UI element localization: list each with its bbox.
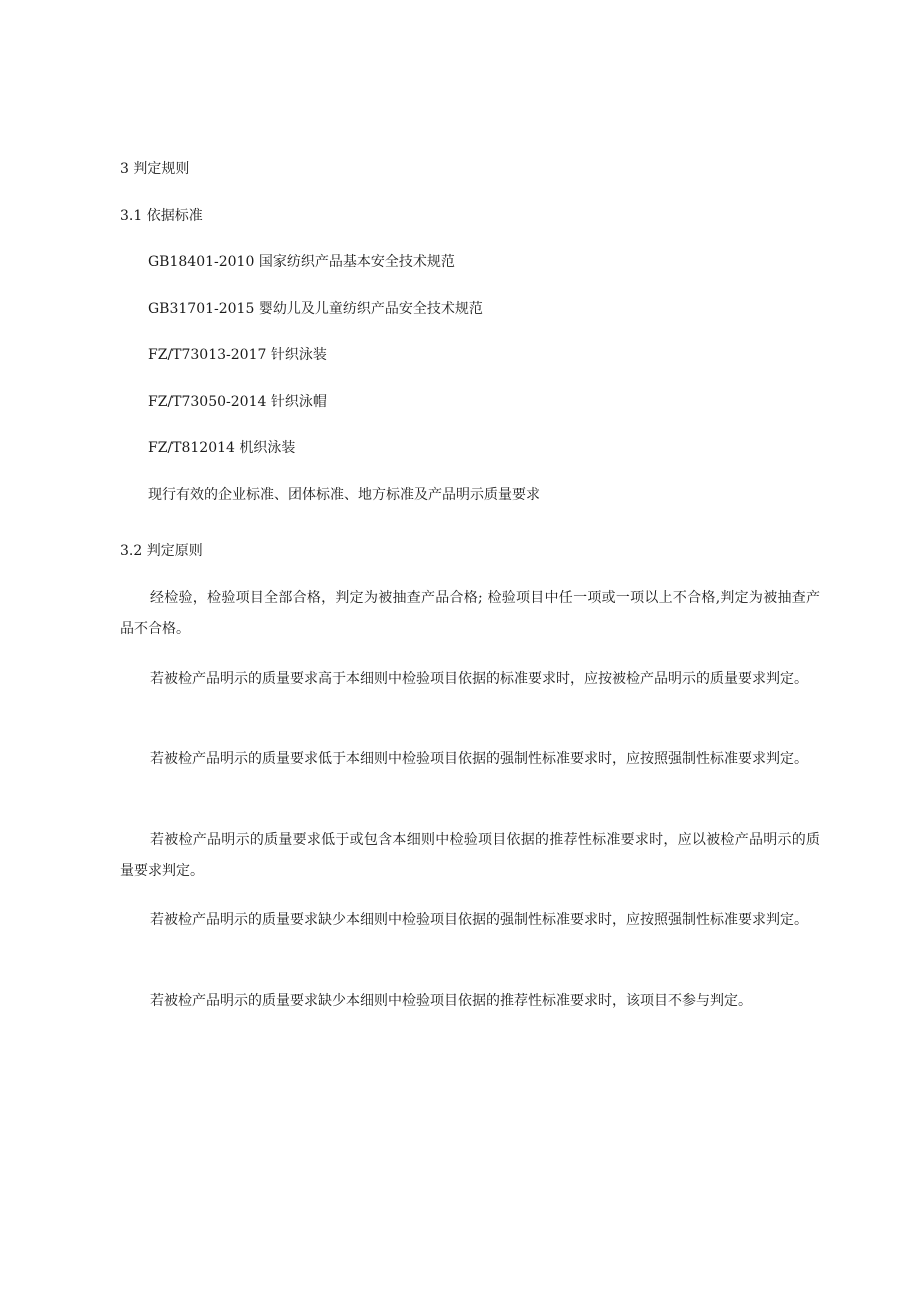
standard-item: 现行有效的企业标准、团体标准、地方标准及产品明示质量要求 [148, 487, 540, 503]
standard-item: GB18401-2010 国家纺织产品基本安全技术规范 [148, 254, 455, 270]
standard-item: GB31701-2015 婴幼儿及儿童纺织产品安全技术规范 [148, 301, 483, 317]
principle-paragraph: 若被检产品明示的质量要求低于本细则中检验项目依据的强制性标准要求时，应按照强制性标准要求判定。 [150, 751, 808, 767]
principle-paragraph: 若被检产品明示的质量要求低于或包含本细则中检验项目依据的推荐性标准要求时，应以被检产品明示的质量要求判定。 [120, 832, 820, 879]
subsection-heading-standards: 3.1 依据标准 [120, 208, 203, 224]
standard-item: FZ/T73013-2017 针织泳装 [148, 347, 327, 363]
standard-item: FZ/T812014 机织泳装 [148, 440, 296, 456]
principle-paragraph: 若被检产品明示的质量要求高于本细则中检验项目依据的标准要求时，应按被检产品明示的质量要求判定。 [150, 671, 808, 687]
standard-item: FZ/T73050-2014 针织泳帽 [148, 394, 327, 410]
principle-paragraph: 若被检产品明示的质量要求缺少本细则中检验项目依据的推荐性标准要求时，该项目不参与判定。 [150, 993, 752, 1009]
principle-paragraph: 若被检产品明示的质量要求缺少本细则中检验项目依据的强制性标准要求时，应按照强制性标准要求判定。 [150, 912, 808, 928]
subsection-heading-principles: 3.2 判定原则 [120, 543, 203, 559]
principle-paragraph: 经检验，检验项目全部合格，判定为被抽查产品合格; 检验项目中任一项或一项以上不合格,判定为被抽查产品不合格。 [120, 590, 820, 637]
section-heading: 3 判定规则 [120, 161, 190, 177]
